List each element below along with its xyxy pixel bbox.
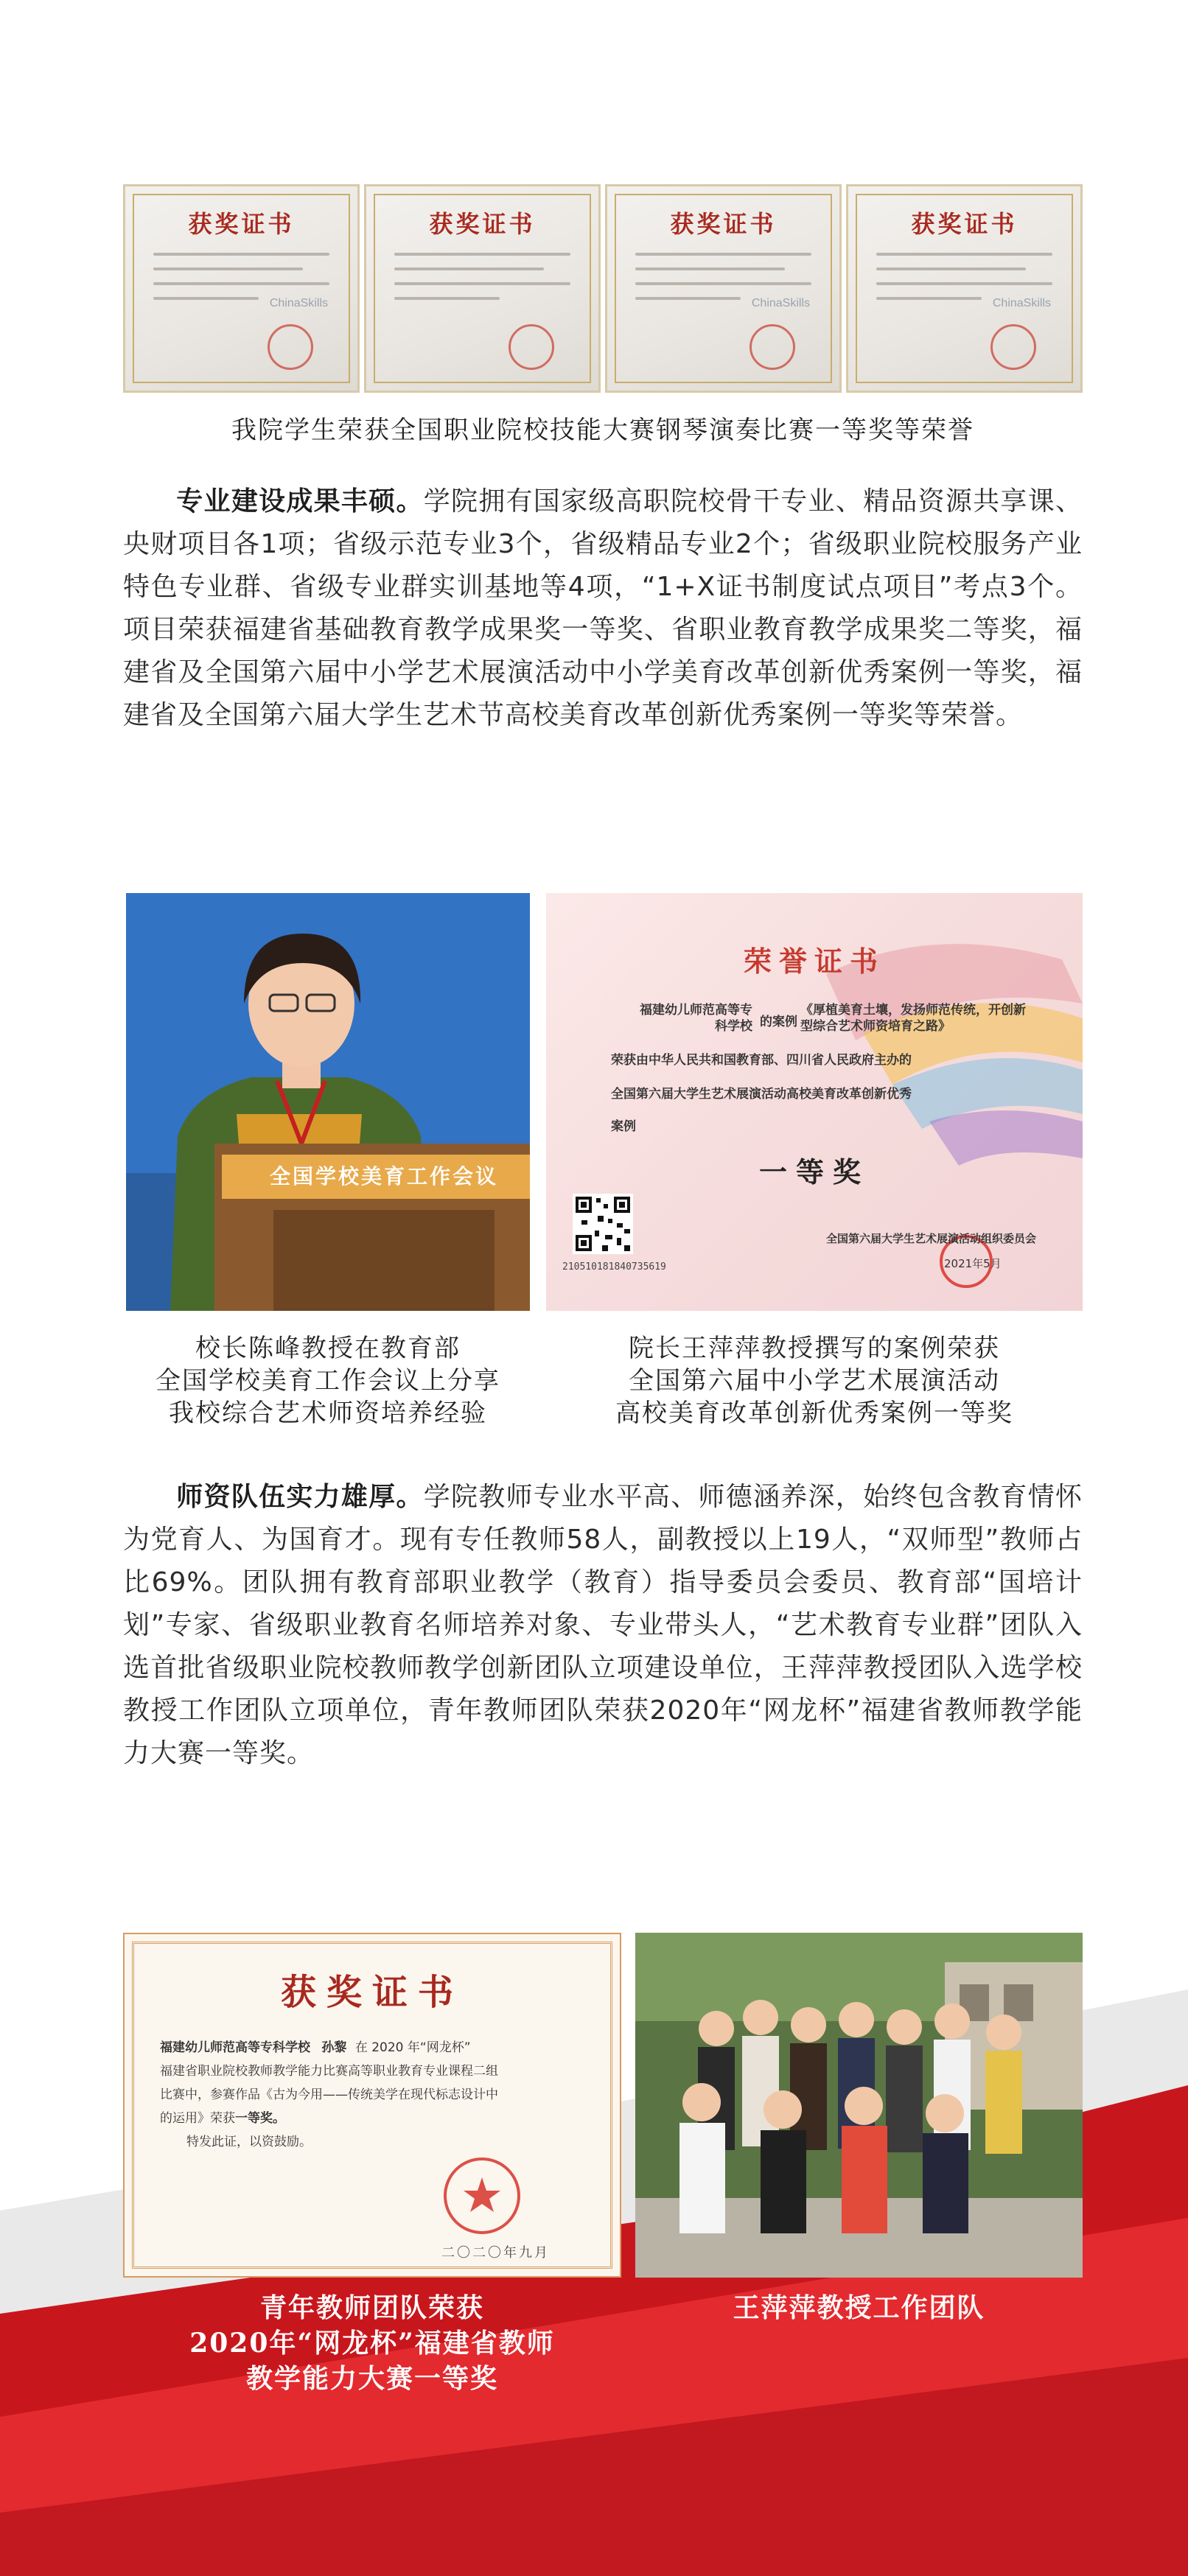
caption-line: 青年教师团队荣获 (259, 2292, 484, 2323)
seal-icon (750, 324, 795, 370)
section-paragraph-major-building (123, 480, 1083, 737)
honor-line-4: 案例 (611, 1119, 636, 1134)
seal-icon (268, 324, 313, 370)
honor-line-3: 全国第六届大学生艺术展演活动高校美育改革创新优秀 (611, 1087, 912, 1102)
award-certificate-image (123, 1933, 621, 2278)
caption-line: 高校美育改革创新优秀案例一等奖 (615, 1399, 1013, 1428)
caption-line: 院长王萍萍教授撰写的案例荣获 (629, 1334, 1000, 1363)
certificate-title: 获奖证书 (911, 210, 1018, 238)
team-photo-caption: 王萍萍教授工作团队 (733, 2292, 985, 2323)
honor-certificate-image (546, 893, 1083, 1311)
chinaskills-logo: ChinaSkills (269, 297, 328, 309)
certificate-image-4 (846, 184, 1083, 393)
team-group-photo (635, 1933, 1083, 2278)
certificate-photo-strip (123, 184, 1083, 393)
honor-line-2: 荣获由中华人民共和国教育部、四川省人民政府主办的 (611, 1053, 912, 1068)
section-paragraph-faculty (123, 1476, 1083, 1775)
certificates-caption: 我院学生荣获全国职业院校技能大赛钢琴演奏比赛一等奖等荣誉 (231, 416, 974, 445)
award-certificate-caption (123, 2290, 621, 2396)
caption-line: 全国第六届中小学艺术展演活动 (629, 1366, 1000, 1396)
caption-line: 教学能力大赛一等奖 (245, 2363, 498, 2394)
honor-issuer: 全国第六届大学生艺术展演活动组织委员会 (826, 1232, 1037, 1245)
award-text-4: 的运用》荣获 (160, 2111, 235, 2126)
qr-code-icon (573, 1194, 633, 1254)
honor-certificate-title: 荣誉证书 (743, 945, 885, 978)
honor-case-title: 《厚植美育土壤，发扬师范传统，开创新型综合艺术师资培育之路》 (800, 1003, 1026, 1034)
certificate-image-3 (605, 184, 842, 393)
chinaskills-logo: ChinaSkills (992, 297, 1051, 309)
caption-line: 我校综合艺术师资培养经验 (169, 1399, 487, 1428)
certificate-title: 获奖证书 (429, 210, 536, 238)
certificate-image-2 (364, 184, 601, 393)
award-text-1: 在 2020 年“网龙杯” (354, 2040, 471, 2055)
caption-line: 全国学校美育工作会议上分享 (156, 1366, 500, 1396)
honor-case-prefix: 的案例 (760, 1015, 797, 1029)
honor-award: 一等奖 (758, 1155, 870, 1189)
honor-serial-number: 210510181840735619 (562, 1261, 666, 1273)
award-text-3: 比赛中，参赛作品《古为今用——传统美学在现代标志设计中 (160, 2087, 498, 2102)
award-level: 一等奖。 (235, 2111, 285, 2126)
honor-school-name: 福建幼儿师范高等专科学校 (640, 1003, 752, 1034)
chinaskills-logo: ChinaSkills (751, 297, 810, 309)
certificate-title: 获奖证书 (670, 210, 777, 238)
caption-line: 2020年“网龙杯”福建省教师 (189, 2328, 555, 2359)
award-date: 二〇二〇年九月 (441, 2245, 550, 2261)
official-seal-icon (441, 2155, 523, 2236)
honor-certificate-caption (593, 1332, 1035, 1429)
section-lead: 师资队伍实力雄厚。 (176, 1482, 424, 1512)
award-text-2: 福建省职业院校教师教学能力比赛高等职业教育专业课程二组 (160, 2064, 498, 2079)
section-lead: 专业建设成果丰硕。 (176, 486, 424, 517)
honor-date: 2021年5月 (944, 1257, 1002, 1270)
seal-icon (509, 324, 554, 370)
caption-line: 校长陈峰教授在教育部 (195, 1334, 461, 1363)
award-recipient-names: 孙黎 (321, 2040, 347, 2055)
award-certificate-title: 获奖证书 (280, 1972, 464, 2013)
seal-icon (990, 324, 1036, 370)
section-body: 学院拥有国家级高职院校骨干专业、精品资源共享课、央财项目各1项；省级示范专业3个，省级精品专业2个；省级职业院校服务产业特色专业群、省级专业群实训基地等4项，“1+X证书制度试点项目”考点3个。项目荣获福建省基础教育教学成果奖一等奖、省职业教育教学成果奖二等奖，福建省及全国第六届中小学艺术展演活动中小学美育改革创新优秀案例一等奖，福建省及全国第六届大学生艺术节高校美育改革创新优秀案例一等奖等荣誉。 (123, 486, 1083, 730)
award-closing: 特发此证，以资鼓励。 (186, 2135, 312, 2149)
conference-banner-text: 全国学校美育工作会议 (269, 1164, 498, 1189)
section-body: 学院教师专业水平高、师德涵养深，始终包含教育情怀为党育人、为国育才。现有专任教师58人，副教授以上19人，“双师型”教师占比69%。团队拥有教育部职业教学（教育）指导委员会委员、教育部“国培计划”专家、省级职业教育名师培养对象、专业带头人，“艺术教育专业群”团队入选首批省级职业院校教师教学创新团队立项建设单位，王萍萍教授团队入选学校教授工作团队立项单位，青年教师团队荣获2020年“网龙杯”福建省教师教学能力大赛一等奖。 (123, 1482, 1083, 1768)
certificate-title: 获奖证书 (188, 210, 295, 238)
certificate-image-1 (123, 184, 360, 393)
award-school-name: 福建幼儿师范高等专科学校 (160, 2040, 310, 2055)
speaker-photo (126, 893, 530, 1311)
speaker-photo-caption (107, 1332, 549, 1429)
